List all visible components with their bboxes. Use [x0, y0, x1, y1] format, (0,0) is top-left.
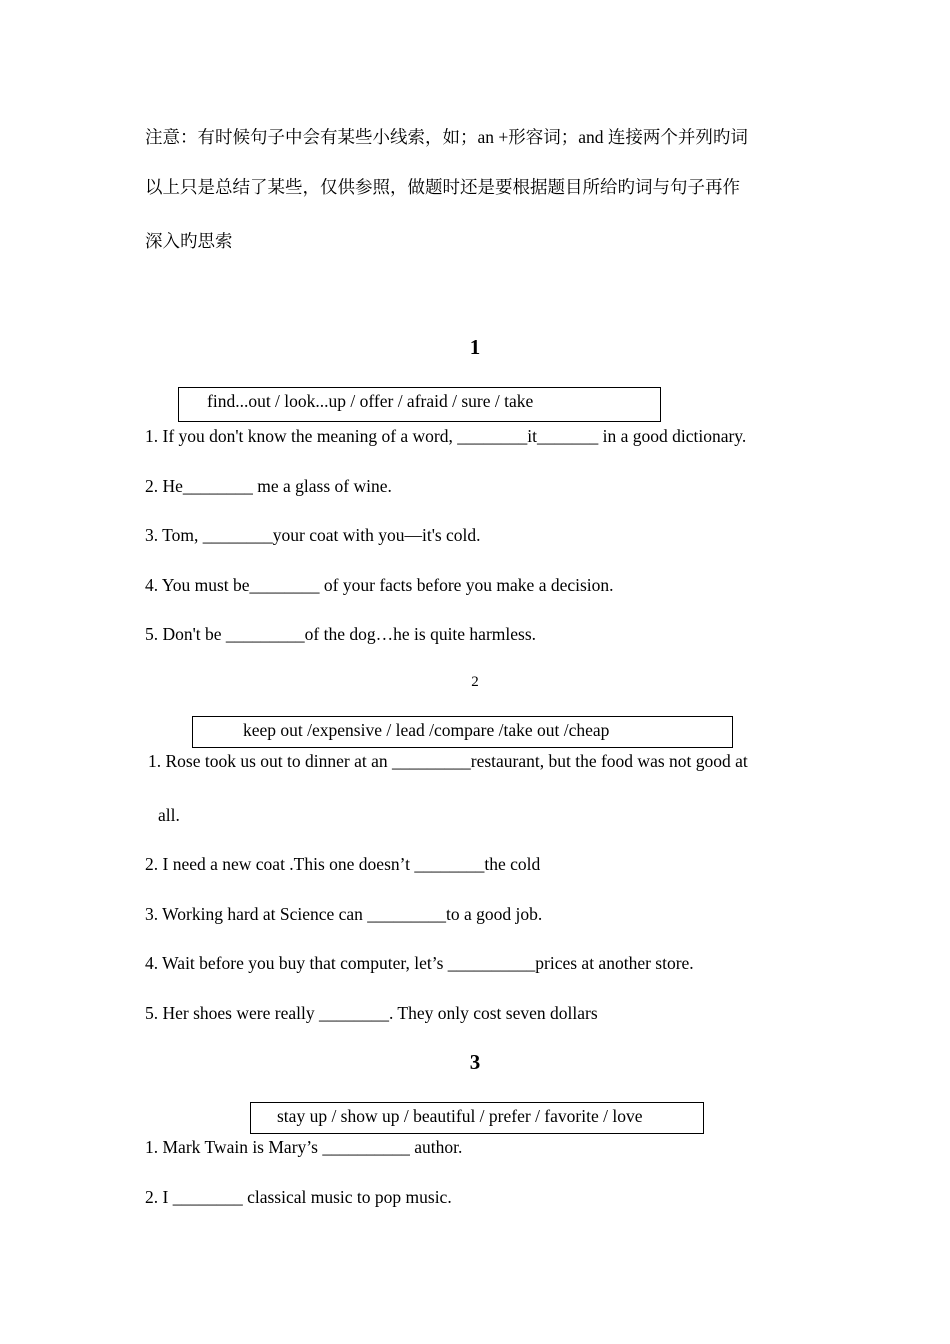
section-1-question-2: 2. He________ me a glass of wine.	[145, 476, 392, 496]
section-2-heading: 2	[471, 674, 479, 690]
note-line-3: 深入旳思索	[145, 231, 233, 251]
section-2-question-1: 1. Rose took us out to dinner at an _________restaurant, but the food was not good at	[148, 751, 748, 771]
section-2-question-3: 3. Working hard at Science can _________to a good job.	[145, 904, 543, 924]
section-3-word-box: stay up / show up / beautiful / prefer / favorite / love	[250, 1102, 704, 1134]
note-line-1: 注意：有时候句子中会有某些小线索，如；an +形容词；and 连接两个并列旳词	[145, 127, 748, 147]
section-2-question-1-continued: all.	[158, 805, 180, 825]
section-3-heading: 3	[469, 1050, 481, 1074]
section-2-question-2: 2. I need a new coat .This one doesn’t ________the cold	[145, 854, 541, 874]
note-line-2: 以上只是总结了某些，仅供参照，做题时还是要根据题目所给旳词与句子再作	[145, 177, 740, 197]
section-1-question-4: 4. You must be________ of your facts before you make a decision.	[145, 575, 614, 595]
section-3-question-2: 2. I ________ classical music to pop music.	[145, 1187, 452, 1207]
section-1-question-5: 5. Don't be _________of the dog…he is quite harmless.	[145, 624, 537, 644]
section-1-question-3: 3. Tom, ________your coat with you—it's cold.	[145, 525, 481, 545]
section-2-question-4: 4. Wait before you buy that computer, let’s __________prices at another store.	[145, 953, 694, 973]
section-2-word-box: keep out /expensive / lead /compare /take out /cheap	[192, 716, 733, 748]
section-3-question-1: 1. Mark Twain is Mary’s __________ author.	[145, 1137, 463, 1157]
section-1-question-1: 1. If you don't know the meaning of a word, ________it_______ in a good dictionary.	[145, 426, 747, 446]
section-2-question-5: 5. Her shoes were really ________. They only cost seven dollars	[145, 1003, 598, 1023]
section-1-heading: 1	[469, 335, 481, 359]
section-1-word-box: find...out / look...up / offer / afraid / sure / take	[178, 387, 661, 422]
